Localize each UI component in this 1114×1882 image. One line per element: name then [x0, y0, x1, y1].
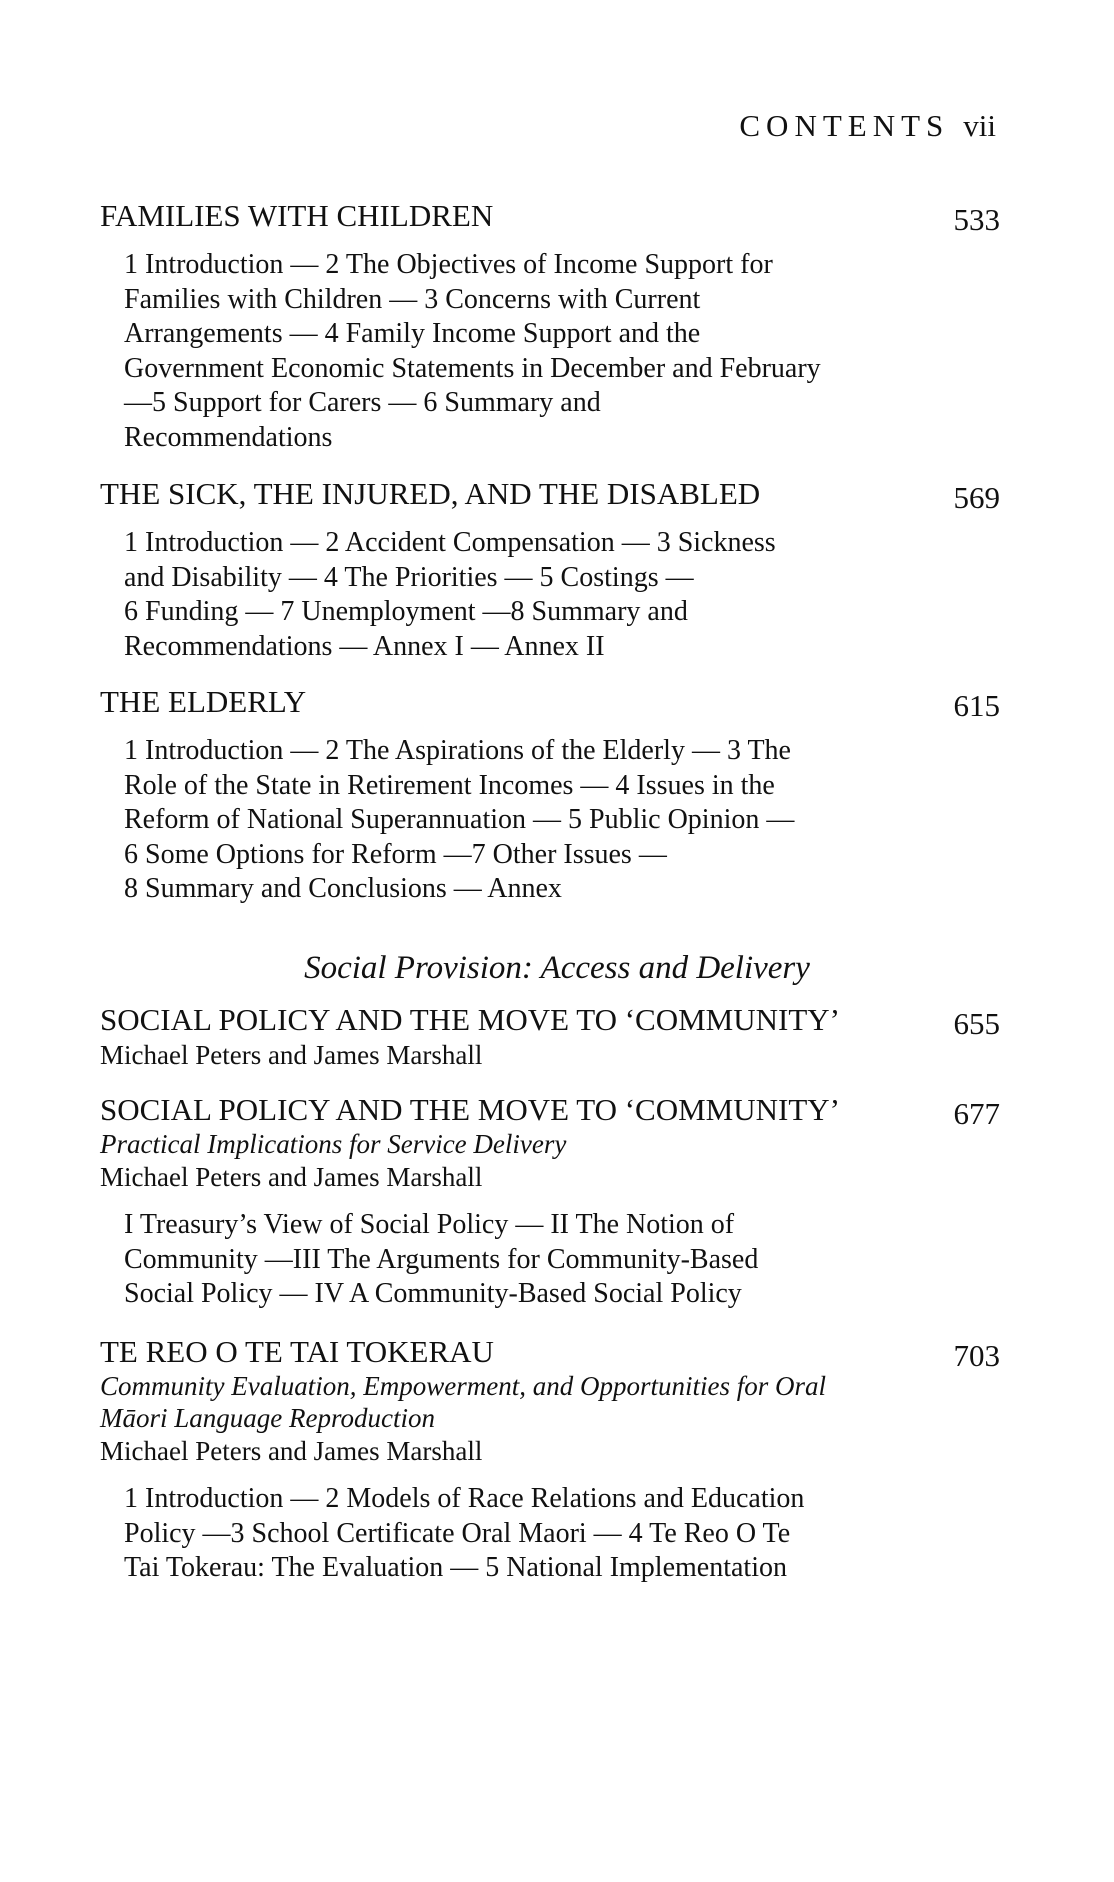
entry-page-number: 533	[953, 202, 1000, 237]
entry-summary: I Treasury’s View of Social Policy — II The Notion of Community —III The Arguments for Community-Based Social Policy — IV A Community-Based Social Policy	[124, 1209, 759, 1309]
entry-page-number: 677	[953, 1096, 1000, 1131]
entry-page-number: 703	[953, 1338, 1000, 1373]
running-head-page-number: vii	[963, 108, 996, 143]
section-heading: Social Provision: Access and Delivery	[304, 950, 810, 986]
entry-title: TE REO O TE TAI TOKERAU	[100, 1334, 494, 1369]
entry-subtitle-line-1: Community Evaluation, Empowerment, and Opportunities for Oral	[100, 1371, 826, 1401]
entry-authors: Michael Peters and James Marshall	[100, 1436, 483, 1466]
toc-entry-te-reo-o-te-tai-tokerau[interactable]	[100, 1334, 1000, 1586]
toc-entry-social-policy-community[interactable]	[100, 1002, 1000, 1072]
entry-page-number: 569	[953, 480, 1000, 515]
entry-summary: 1 Introduction — 2 The Objectives of Income Support for Families with Children — 3 Concerns with Current Arrangements — 4 Family Income Support and the Government Economic Statements in December and February —5 Support for Carers — 6 Summary and Recommendations	[124, 249, 821, 453]
entry-page-number: 655	[953, 1006, 1000, 1041]
entry-title: THE ELDERLY	[100, 684, 307, 719]
entry-authors: Michael Peters and James Marshall	[100, 1162, 483, 1192]
entry-summary: 1 Introduction — 2 Models of Race Relations and Education Policy —3 School Certificate Oral Maori — 4 Te Reo O Te Tai Tokerau: The Evaluation — 5 National Implementation	[124, 1483, 805, 1583]
entry-authors: Michael Peters and James Marshall	[100, 1040, 483, 1070]
entry-summary: 1 Introduction — 2 The Aspirations of the Elderly — 3 The Role of the State in Retirement Incomes — 4 Issues in the Reform of National Superannuation — 5 Public Opinion — 6 Some Options for Reform —7 Other Issues — 8 Summary and Conclusions — Annex	[124, 735, 795, 904]
toc-entry-sick-injured-disabled[interactable]	[100, 476, 1000, 664]
entry-title: FAMILIES WITH CHILDREN	[100, 198, 494, 233]
entry-subtitle: Practical Implications for Service Delivery	[100, 1129, 567, 1159]
toc-entry-families-with-children[interactable]	[100, 198, 1000, 455]
running-head	[739, 108, 996, 144]
entry-title: SOCIAL POLICY AND THE MOVE TO ‘COMMUNITY’	[100, 1092, 840, 1127]
entry-subtitle-line-2: Māori Language Reproduction	[100, 1403, 435, 1433]
entry-title: SOCIAL POLICY AND THE MOVE TO ‘COMMUNITY’	[100, 1002, 840, 1037]
entry-title: THE SICK, THE INJURED, AND THE DISABLED	[100, 476, 761, 511]
running-head-label: CONTENTS	[739, 108, 950, 143]
toc-entry-social-policy-community-practical[interactable]	[100, 1092, 1000, 1312]
toc-entry-the-elderly[interactable]	[100, 684, 1000, 907]
entry-page-number: 615	[953, 688, 1000, 723]
entry-summary: 1 Introduction — 2 Accident Compensation — 3 Sickness and Disability — 4 The Priorities — 5 Costings — 6 Funding — 7 Unemployment —8 Summary and Recommendations — Annex I — Annex II	[124, 527, 776, 662]
